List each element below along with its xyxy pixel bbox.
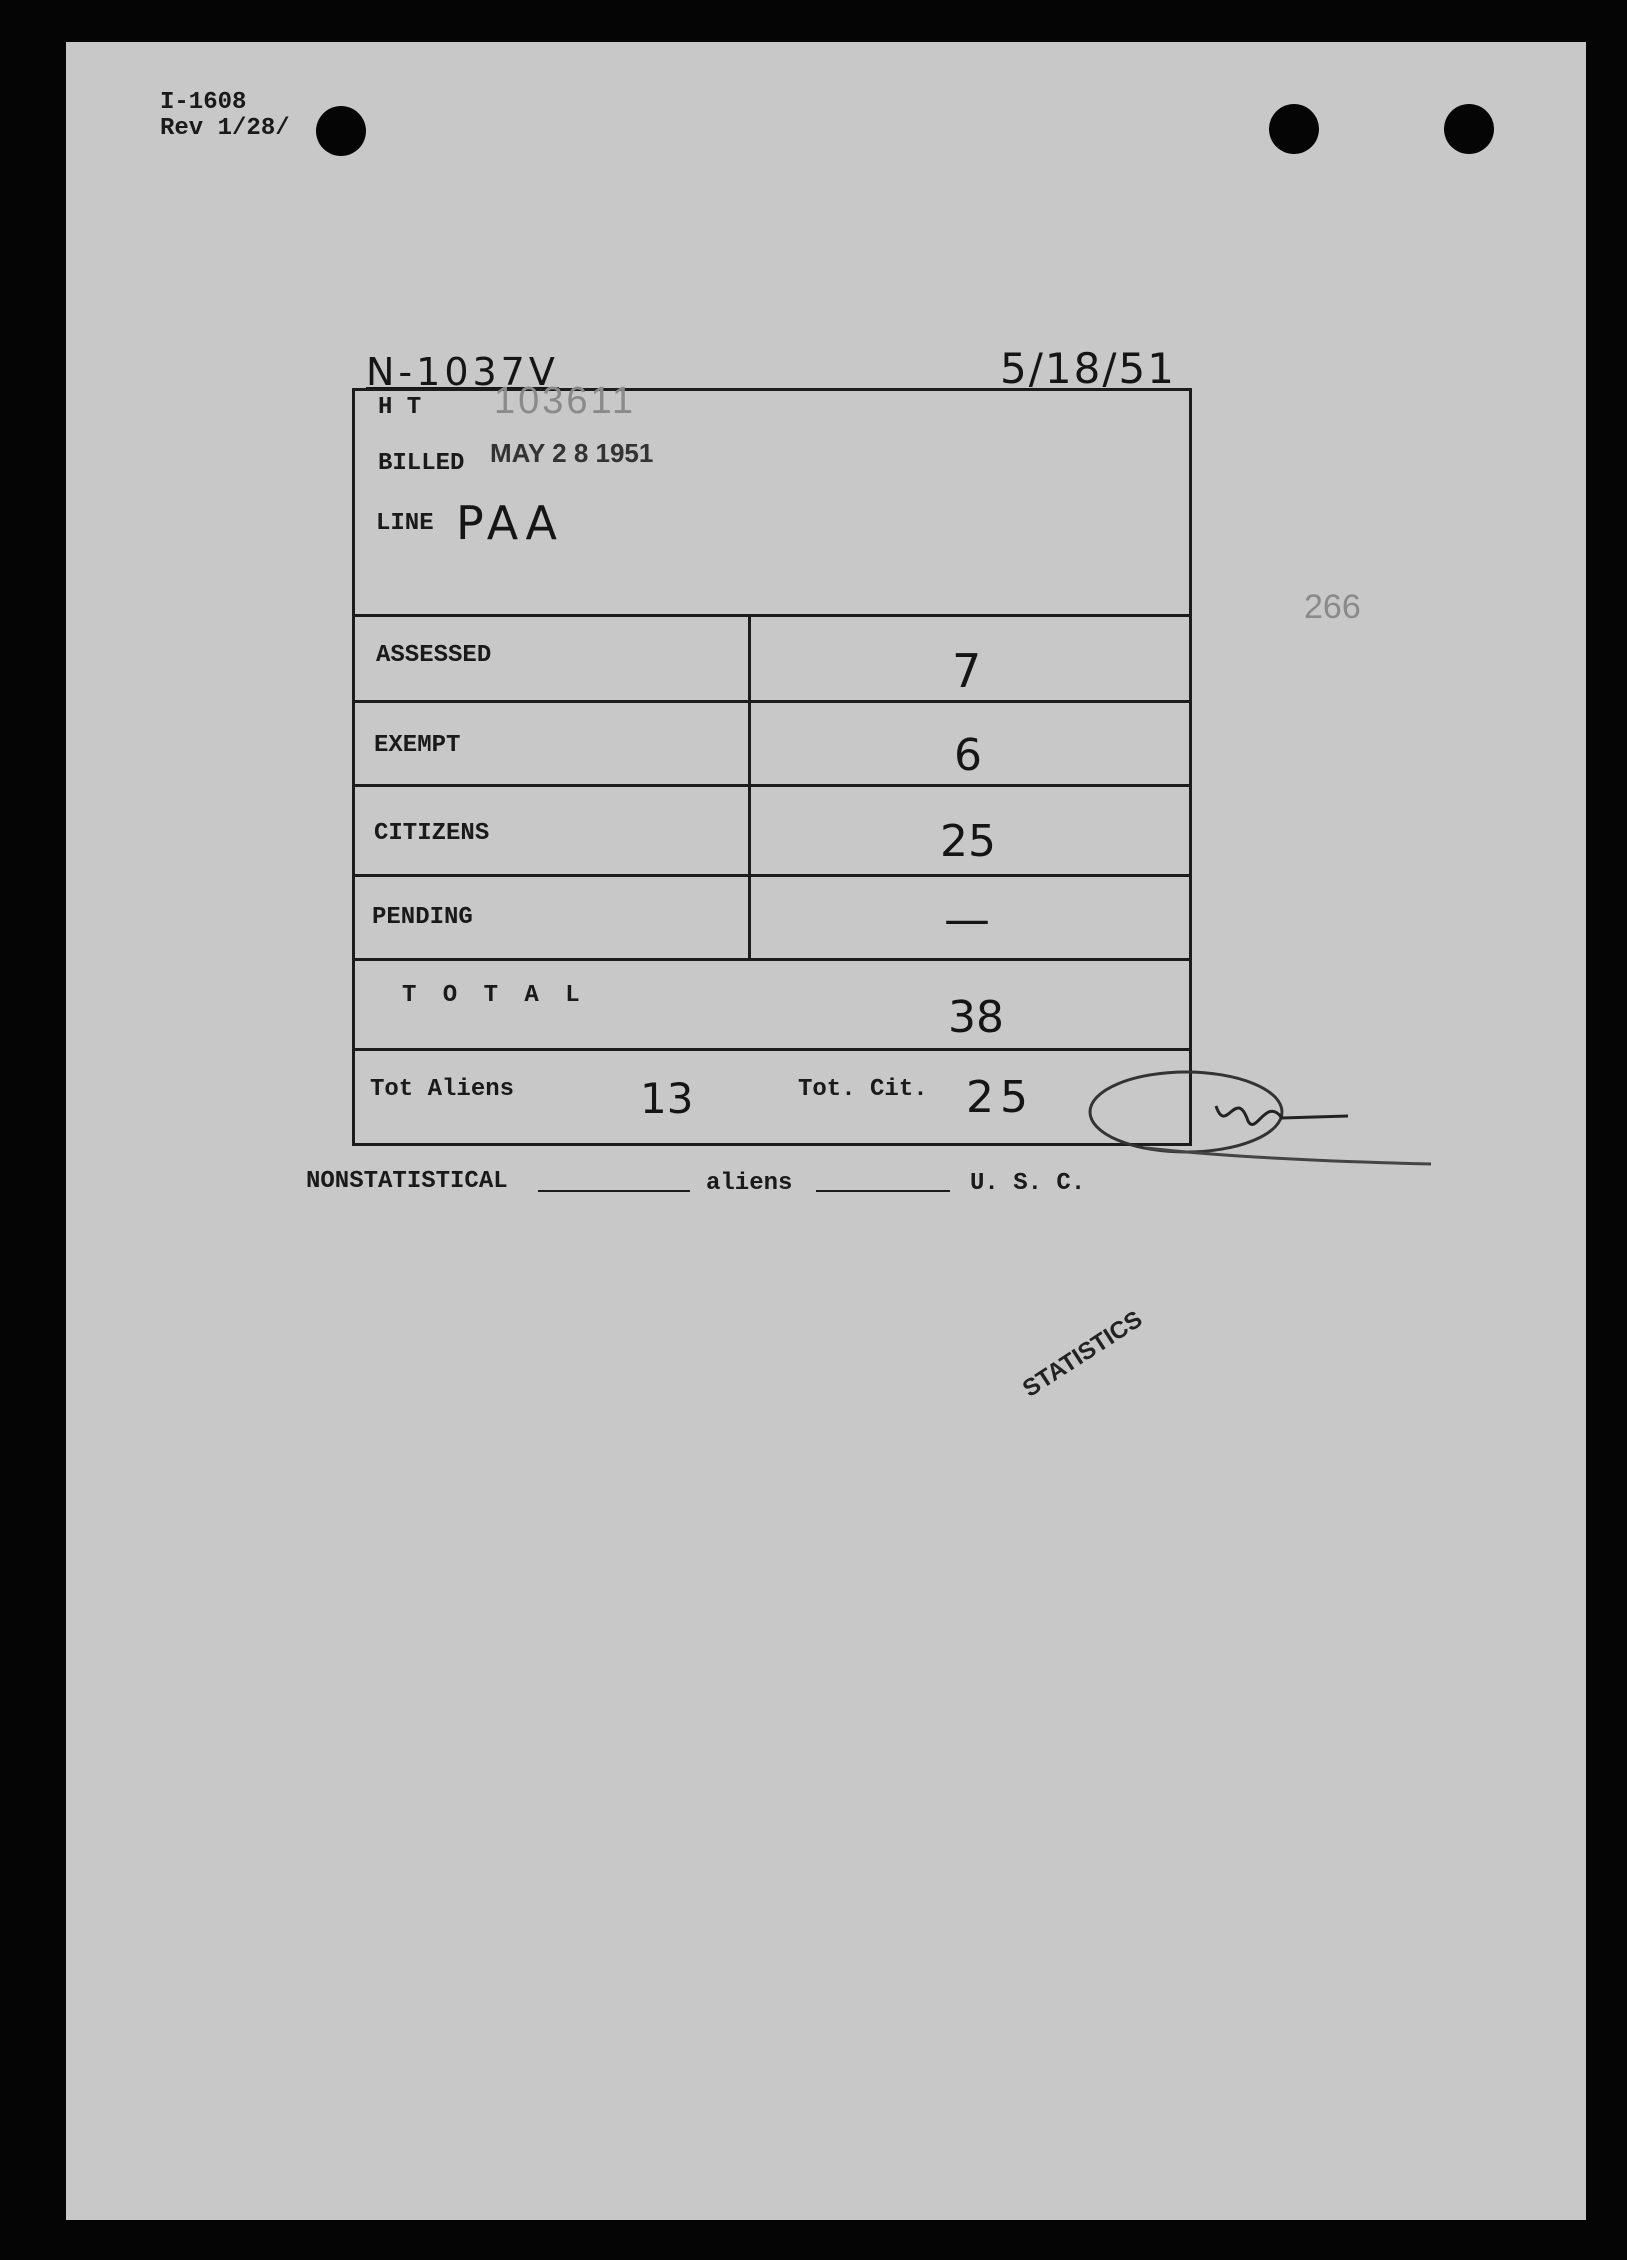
box-rule (352, 874, 1192, 877)
initials-signature-mark (1086, 1066, 1436, 1176)
tot-cit-value: 25 (966, 1072, 1034, 1123)
tot-cit-label: Tot. Cit. (798, 1076, 928, 1103)
form-code (160, 90, 290, 142)
ht-number-stamp: 103611 (494, 380, 636, 422)
tot-aliens-label: Tot Aliens (370, 1076, 515, 1103)
punch-hole-right (1444, 104, 1494, 154)
total-label: T O T A L (402, 982, 586, 1009)
tot-aliens-value: 13 (640, 1074, 694, 1123)
form-code-line2: Rev 1/28/ (160, 115, 290, 142)
row-label-exempt: EXEMPT (374, 732, 461, 759)
form-code-line1: I-1608 (160, 89, 247, 116)
total-value: 38 (948, 992, 1004, 1043)
nonstatistical-label: NONSTATISTICAL (306, 1168, 508, 1195)
row-value-pending: — (944, 892, 990, 946)
row-label-assessed: ASSESSED (376, 642, 492, 669)
usc-label: U. S. C. (970, 1170, 1086, 1197)
billed-date-stamp: MAY 2 8 1951 (490, 438, 654, 468)
box-rule (352, 700, 1192, 703)
line-label: LINE (376, 510, 434, 537)
punch-hole-middle (1269, 104, 1319, 154)
row-value-assessed: 7 (952, 644, 982, 698)
row-value-citizens: 25 (940, 816, 996, 867)
handwritten-date: 5/18/51 (1000, 344, 1176, 393)
row-value-exempt: 6 (954, 730, 982, 781)
ht-label: H T (378, 394, 422, 421)
aliens-label: aliens (706, 1170, 793, 1197)
statistics-stamp: STATISTICS (1018, 1305, 1148, 1403)
row-label-pending: PENDING (372, 904, 473, 931)
box-rule (352, 958, 1192, 961)
billed-label: BILLED (378, 450, 465, 477)
punch-hole-left (316, 106, 366, 156)
line-value: PAA (456, 496, 564, 550)
box-rule (352, 784, 1192, 787)
aliens-blank (816, 1190, 950, 1192)
nonstatistical-blank (538, 1190, 690, 1192)
box-rule (352, 614, 1192, 617)
handwritten-reference: N-1037V (366, 350, 559, 394)
row-label-citizens: CITIZENS (374, 820, 490, 847)
box-column-divider (748, 614, 751, 958)
page-number-stamp: 266 (1304, 588, 1361, 626)
box-rule (352, 1048, 1192, 1051)
